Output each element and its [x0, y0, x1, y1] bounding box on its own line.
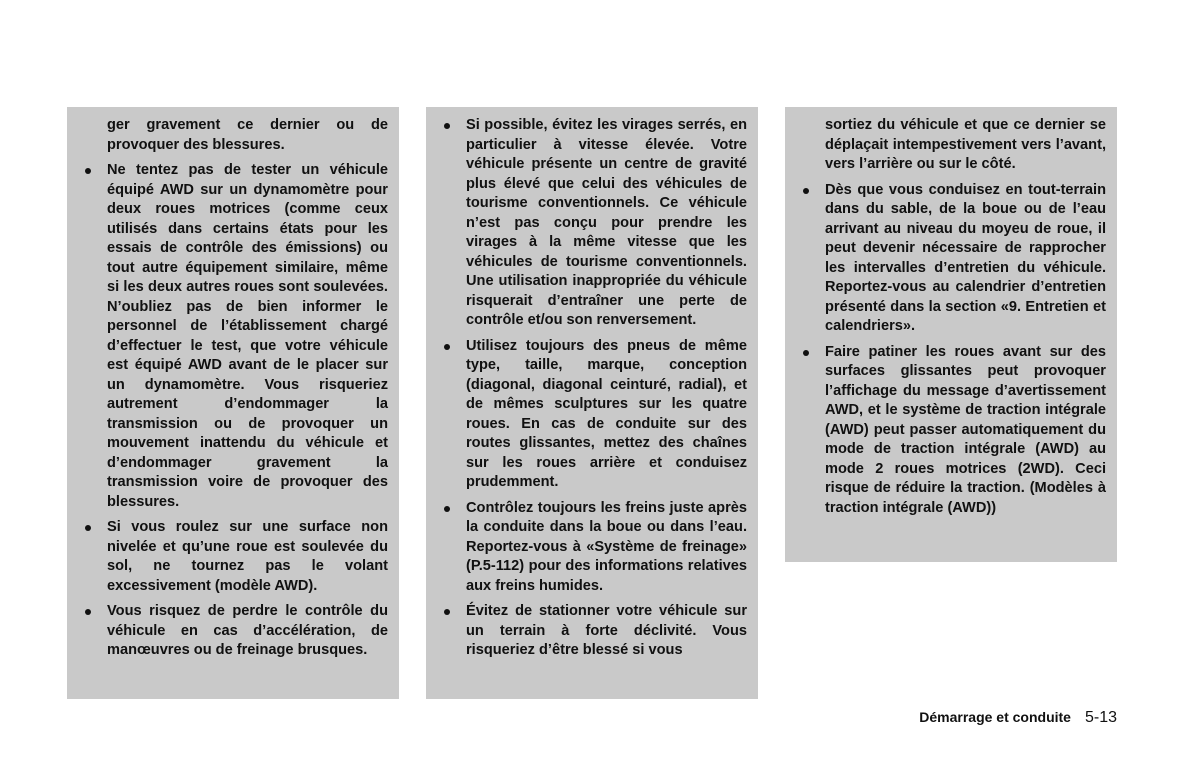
- bullet-icon: [444, 506, 450, 512]
- page-number: 5-13: [1084, 709, 1117, 726]
- bullet-icon: [444, 344, 450, 350]
- bullet-item: [444, 499, 747, 597]
- section-title: Démarrage et conduite: [919, 709, 1071, 725]
- bullet-text: Contrôlez toujours les freins juste après la conduite dans la boue ou dans l’eau. Reportez-vous à «Système de freinage» (P.5-112) pour des informations relatives aux freins humides.: [466, 499, 747, 594]
- bullet-text: Évitez de stationner votre véhicule sur un terrain à forte déclivité. Vous risqueriez d’être blessé si vous: [466, 603, 747, 658]
- bullet-item: [444, 602, 747, 661]
- bullet-item: [803, 343, 1106, 519]
- bullet-item: [444, 116, 747, 331]
- bullet-text: Dès que vous conduisez en tout-terrain dans du sable, de la boue ou de l’eau arrivant au niveau du moyeu de roue, il peut devenir nécessaire de rapprocher les intervalles d’entretien du véhicule. Reportez-vous au calendrier d’entretien présenté dans la section «9. Entretien et calendriers».: [825, 181, 1106, 334]
- bullet-icon: [85, 609, 91, 615]
- bullet-item: [85, 161, 388, 512]
- bullet-text: Si possible, évitez les virages serrés, en particulier à vitesse élevée. Votre véhicule présente un centre de gravité plus élevé que celui des véhicules de tourisme conventionnels. Ce véhicule n’est pas conçu pour prendre les virages à la même vitesse que les véhicules de tourisme conventionnels. Une utilisation inappropriée du véhicule risquerait d’entraîner une perte de contrôle et/ou son renversement.: [466, 117, 747, 328]
- bullet-item: [803, 181, 1106, 337]
- bullet-icon: [85, 168, 91, 174]
- text-column-2: [426, 107, 758, 699]
- bullet-icon: [803, 188, 809, 194]
- bullet-text: Si vous roulez sur une surface non nivelée et qu’une roue est soulevée du sol, ne tournez pas le volant excessivement (modèle AWD).: [107, 519, 388, 594]
- bullet-item: [85, 602, 388, 661]
- bullet-icon: [803, 350, 809, 356]
- bullet-text: Utilisez toujours des pneus de même type, taille, marque, conception (diagonal, diagonal ceinturé, radial), et de mêmes sculptures sur les quatre roues. En cas de conduite sur des routes glissantes, mettez des chaînes sur les roues arrière et conduisez prudemment.: [466, 337, 747, 490]
- bullet-item: [444, 337, 747, 493]
- bullet-text: Vous risquez de perdre le contrôle du véhicule en cas d’accélération, de manœuvres ou de freinage brusques.: [107, 603, 388, 658]
- bullet-icon: [444, 123, 450, 129]
- page-footer: [919, 709, 1117, 727]
- bullet-text: Faire patiner les roues avant sur des surfaces glissantes peut provoquer l’affichage du message d’avertissement AWD, et le système de traction intégrale (AWD) peut passer automatiquement du mode de traction intégrale (AWD) au mode 2 roues motrices (2WD). Ceci risque de réduire la traction. (Modèles à traction intégrale (AWD)): [825, 343, 1106, 516]
- bullet-icon: [444, 609, 450, 615]
- text-column-3: [785, 107, 1117, 562]
- bullet-item: [85, 518, 388, 596]
- text-column-1: [67, 107, 399, 699]
- continuation-text: ger gravement ce dernier ou de provoquer des blessures.: [107, 117, 388, 153]
- bullet-icon: [85, 525, 91, 531]
- bullet-text: Ne tentez pas de tester un véhicule équipé AWD sur un dynamomètre pour deux roues motrices (comme ceux utilisés dans certains états pour les essais de contrôle des émissions) ou tout autre équipement similaire, même si les deux autres roues sont soulevées. N’oubliez pas de bien informer le personnel de l’établissement chargé d’effectuer le test, que votre véhicule est équipé AWD avant de le placer sur un dynamomètre. Vous risqueriez autrement d’endommager la transmission ou de provoquer un mouvement inattendu du véhicule et d’endommager gravement la transmission voire de provoquer des blessures.: [107, 162, 388, 510]
- continuation-text: sortiez du véhicule et que ce dernier se déplaçait intempestivement vers l’avant, vers l’arrière ou sur le côté.: [825, 117, 1106, 172]
